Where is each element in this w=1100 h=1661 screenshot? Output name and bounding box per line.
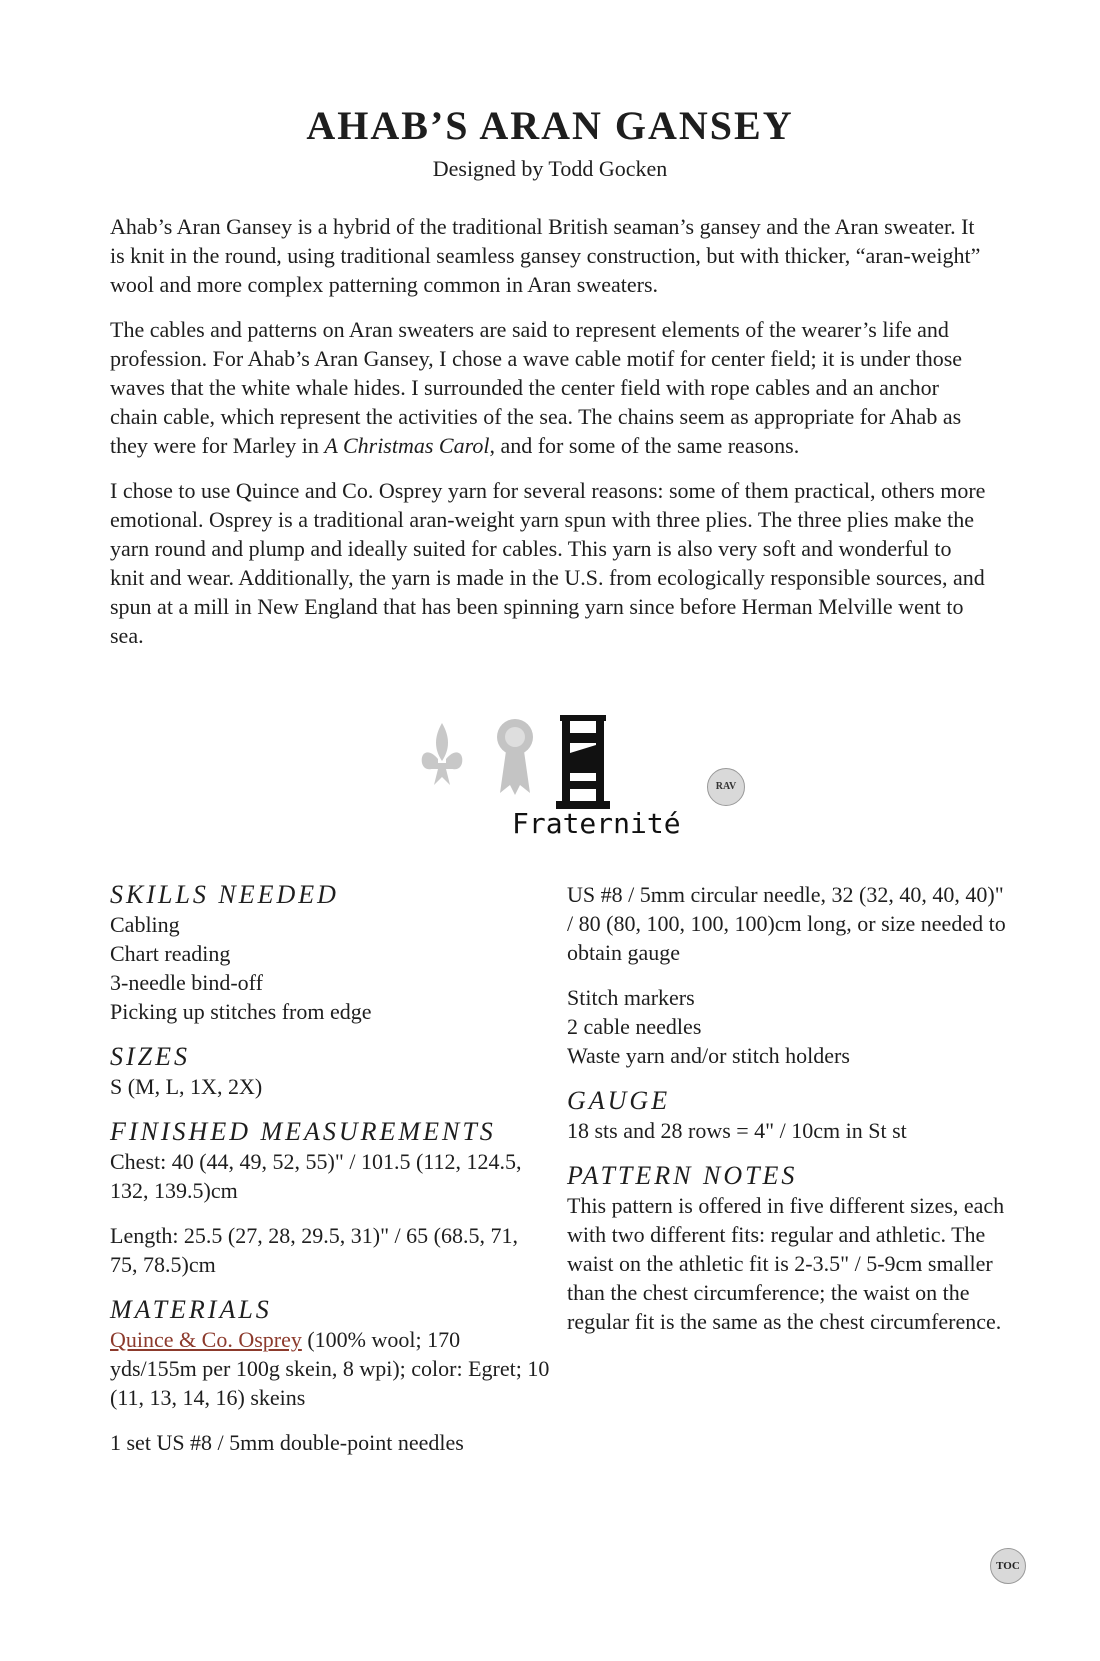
- intro-paragraph-3: I chose to use Quince and Co. Osprey yarn for several reasons: some of them practical, others more emotional. Osprey is a traditional aran-weight yarn spun with three plies. The three plies make the yarn round and plump and ideally suited for cables. This yarn is also very soft and wonderful to knit and wear. Additionally, the yarn is made in the U.S. from ecologically responsible sources, and spun at a mill in New England that has been spinning yarn since before Herman Melville went to sea.: [110, 478, 986, 648]
- finished-measurements-heading: FINISHED MEASUREMENTS: [110, 1117, 496, 1146]
- intro-text: [110, 212, 990, 666]
- intro-paragraph-2: [110, 315, 990, 460]
- pattern-notes-section: [567, 1161, 1007, 1336]
- fleur-de-lis-icon: [422, 723, 463, 785]
- right-column: [567, 880, 1007, 1352]
- ribbon-rosette-icon: [497, 719, 533, 795]
- gauge-value: 18 sts and 28 rows = 4" / 10cm in St st: [567, 1118, 907, 1143]
- yarn-details: (100% wool; 170 yds/155m per 100g skein, 8 wpi); color: Egret; 10 (11, 13, 14, 16) skeins: [110, 1327, 550, 1410]
- ravelry-button[interactable]: RAV: [707, 768, 745, 806]
- notions-list: [567, 983, 1007, 1070]
- sizes-value: S (M, L, 1X, 2X): [110, 1074, 263, 1099]
- guillotine-icon: [556, 715, 610, 809]
- chest-measurement: Chest: 40 (44, 49, 52, 55)" / 101.5 (112, 124.5, 132, 139.5)cm: [110, 1149, 522, 1203]
- dpn-needles: 1 set US #8 / 5mm double-point needles: [110, 1430, 464, 1455]
- list-item: Chart reading: [110, 941, 231, 966]
- list-item: Stitch markers: [567, 985, 695, 1010]
- skills-section: [110, 880, 550, 1026]
- gauge-section: [567, 1086, 1007, 1145]
- toc-button[interactable]: TOC: [990, 1548, 1026, 1584]
- finished-measurements-section: [110, 1117, 550, 1279]
- logo-caption: Fraternité: [512, 807, 681, 840]
- gauge-heading: GAUGE: [567, 1086, 671, 1115]
- designer-byline: Designed by Todd Gocken: [432, 156, 668, 181]
- page-title: AHAB’S ARAN GANSEY: [306, 103, 794, 148]
- yarn-link[interactable]: Quince & Co. Osprey: [110, 1327, 302, 1352]
- intro-paragraph-2-end: , and for some of the same reasons.: [489, 433, 800, 458]
- list-item: Waste yarn and/or stitch holders: [567, 1043, 850, 1068]
- intro-paragraph-2-start: The cables and patterns on Aran sweaters are said to represent elements of the wearer’s life and profession. For Ahab’s Aran Gansey, I chose a wave cable motif for center field; it is under those waves that the white whale hides. I surrounded the center field with rope cables and an anchor chain cable, which represent the activities of the sea. The chains seem as appropriate for Ahab as they were for Marley in: [110, 317, 963, 458]
- sizes-heading: SIZES: [110, 1042, 190, 1071]
- materials-section: [110, 1295, 550, 1457]
- intro-paragraph-1: Ahab’s Aran Gansey is a hybrid of the traditional British seaman’s gansey and the Aran sweater. It is knit in the round, using traditional seamless gansey construction, but with thicker, “aran-weight” wool and more complex patterning common in Aran sweaters.: [110, 214, 981, 297]
- list-item: 3-needle bind-off: [110, 970, 263, 995]
- circular-needle: US #8 / 5mm circular needle, 32 (32, 40, 40, 40)" / 80 (80, 100, 100, 100)cm long, or size needed to obtain gauge: [567, 882, 1006, 965]
- left-column: [110, 880, 550, 1473]
- length-measurement: Length: 25.5 (27, 28, 29.5, 31)" / 65 (68.5, 71, 75, 78.5)cm: [110, 1223, 518, 1277]
- yarn-info: [110, 1325, 550, 1412]
- sizes-section: [110, 1042, 550, 1101]
- pattern-notes-heading: PATTERN NOTES: [567, 1161, 798, 1190]
- skills-heading: SKILLS NEEDED: [110, 880, 339, 909]
- list-item: Picking up stitches from edge: [110, 999, 372, 1024]
- book-title: A Christmas Carol: [324, 433, 490, 458]
- materials-heading: MATERIALS: [110, 1295, 272, 1324]
- list-item: 2 cable needles: [567, 1014, 702, 1039]
- list-item: Cabling: [110, 912, 180, 937]
- pattern-notes-value: This pattern is offered in five different sizes, each with two different fits: regular and athletic. The waist on the athletic fit is 2-3.5" / 5-9cm smaller than the chest circumference; the waist on the regular fit is the same as the chest circumference.: [567, 1193, 1005, 1334]
